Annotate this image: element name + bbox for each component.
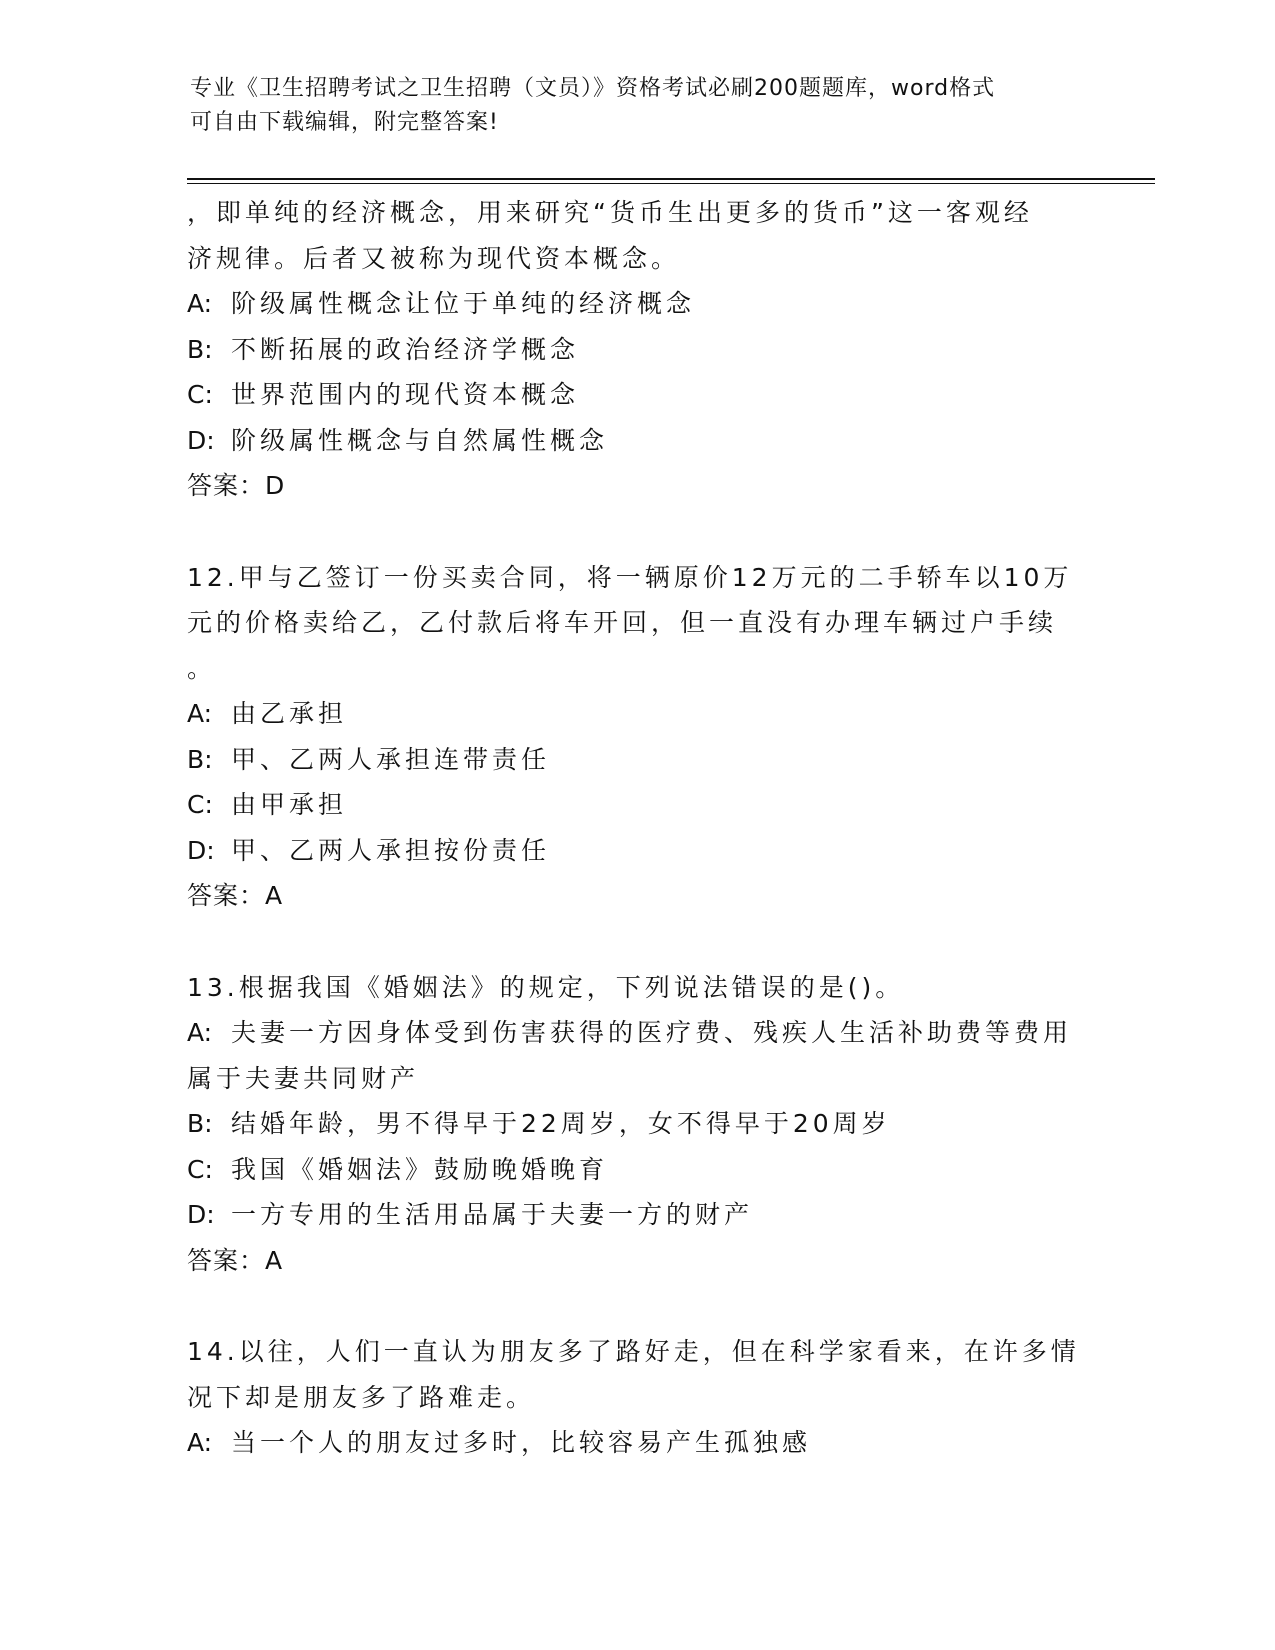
answer-line: 答案：D xyxy=(187,471,286,500)
option-label: B: xyxy=(187,334,213,364)
question-body xyxy=(187,190,1087,1466)
page-header xyxy=(190,72,1090,140)
option-d xyxy=(187,1192,1087,1238)
option-label: A: xyxy=(187,699,213,728)
option-label: C: xyxy=(187,380,213,409)
option-text: 一方专用的生活用品属于夫妻一方的财产 xyxy=(231,1200,754,1229)
option-a xyxy=(187,281,1087,327)
question-13 xyxy=(187,965,1087,1284)
header-title-line-1: 专业《卫生招聘考试之卫生招聘（文员）》资格考试必刷200题题库，word格式 xyxy=(190,76,996,101)
option-c xyxy=(187,1147,1087,1193)
option-text: 甲、乙两人承担按份责任 xyxy=(231,835,551,865)
question-text-line: ，即单纯的经济概念，用来研究“货币生出更多的货币”这一客观经 xyxy=(187,198,1033,227)
option-b xyxy=(187,327,1087,373)
option-d xyxy=(187,418,1087,464)
option-text: 不断拓展的政治经济学概念 xyxy=(231,334,580,364)
option-text: 由甲承担 xyxy=(231,790,348,819)
option-text: 夫妻一方因身体受到伤害获得的医疗费、残疾人生活补助费等费用 xyxy=(231,1018,1073,1047)
option-a-continuation: 属于夫妻共同财产 xyxy=(187,1063,420,1093)
option-c xyxy=(187,782,1087,828)
header-rule-thick xyxy=(187,178,1155,180)
question-11-continuation xyxy=(187,190,1087,509)
question-text-line: 元的价格卖给乙，乙付款后将车开回，但一直没有办理车辆过户手续 xyxy=(187,608,1058,637)
option-label: B: xyxy=(187,744,213,774)
question-text-line: 。 xyxy=(187,653,217,683)
option-label: A: xyxy=(187,1018,213,1047)
option-label: D: xyxy=(187,425,215,455)
question-text-line: 济规律。后者又被称为现代资本概念。 xyxy=(187,243,681,273)
header-title-line-2: 可自由下载编辑，附完整答案! xyxy=(190,110,499,135)
option-b xyxy=(187,1101,1087,1147)
option-text: 结婚年龄，男不得早于22周岁，女不得早于20周岁 xyxy=(231,1109,891,1138)
option-c xyxy=(187,372,1087,418)
option-label: A: xyxy=(187,289,213,318)
question-14 xyxy=(187,1329,1087,1466)
option-text: 世界范围内的现代资本概念 xyxy=(231,380,580,409)
option-text: 阶级属性概念让位于单纯的经济概念 xyxy=(231,289,696,318)
option-label: D: xyxy=(187,1200,215,1229)
question-12 xyxy=(187,555,1087,919)
option-a xyxy=(187,691,1087,737)
question-text-line: 12.甲与乙签订一份买卖合同，将一辆原价12万元的二手轿车以10万 xyxy=(187,562,1073,592)
question-spacer xyxy=(187,1283,1087,1329)
option-text: 阶级属性概念与自然属性概念 xyxy=(231,425,609,455)
option-text: 当一个人的朋友过多时，比较容易产生孤独感 xyxy=(231,1428,812,1457)
answer-line: 答案：A xyxy=(187,1245,284,1275)
option-text: 我国《婚姻法》鼓励晚婚晚育 xyxy=(231,1154,609,1184)
option-b xyxy=(187,737,1087,783)
option-a xyxy=(187,1420,1087,1466)
answer-line: 答案：A xyxy=(187,881,284,910)
option-label: B: xyxy=(187,1109,213,1138)
question-spacer xyxy=(187,919,1087,965)
option-label: A: xyxy=(187,1428,213,1457)
option-label: C: xyxy=(187,790,213,819)
question-text-line: 13.根据我国《婚姻法》的规定，下列说法错误的是()。 xyxy=(187,972,905,1002)
option-d xyxy=(187,828,1087,874)
option-label: D: xyxy=(187,835,215,865)
header-rule-thin xyxy=(187,183,1155,184)
option-text: 甲、乙两人承担连带责任 xyxy=(231,744,551,774)
option-text: 由乙承担 xyxy=(231,699,348,728)
question-text-line: 14.以往，人们一直认为朋友多了路好走，但在科学家看来，在许多情 xyxy=(187,1337,1080,1366)
option-a xyxy=(187,1010,1087,1056)
option-label: C: xyxy=(187,1154,213,1184)
question-spacer xyxy=(187,509,1087,555)
question-text-line: 况下却是朋友多了路难走。 xyxy=(187,1382,536,1412)
